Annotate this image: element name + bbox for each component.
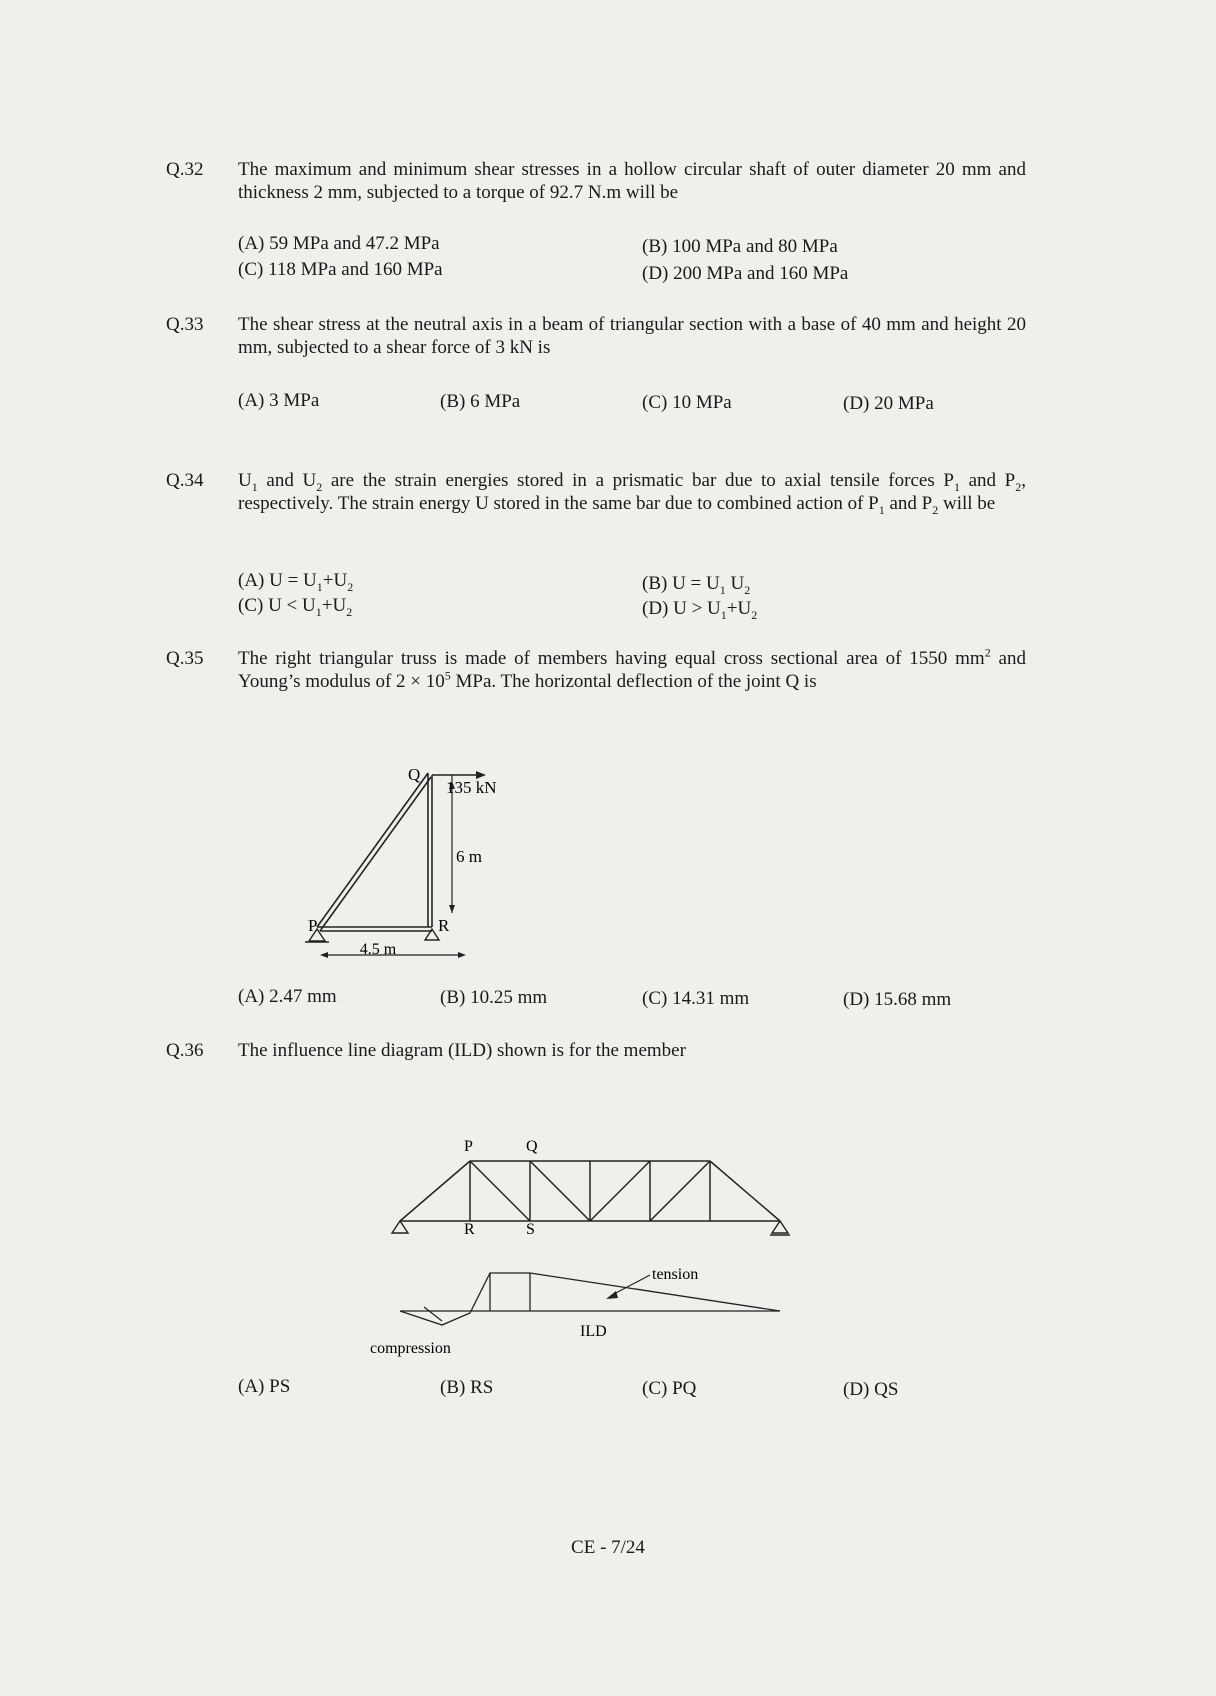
load-label: 135 kN — [446, 778, 497, 797]
option-b[interactable]: (B) RS — [440, 1377, 494, 1398]
diagonal-3 — [590, 1161, 650, 1221]
compression-pointer — [424, 1307, 442, 1321]
end-diagonal-right — [710, 1161, 780, 1221]
span-label: 4.5 m — [359, 941, 397, 958]
height-label: 6 m — [456, 847, 482, 866]
tension-pointer — [612, 1275, 650, 1295]
question-number: Q.33 — [166, 314, 204, 335]
diagonal-4 — [650, 1161, 710, 1221]
option-b[interactable]: (B) 10.25 mm — [440, 987, 548, 1008]
question-text: The shear stress at the neutral axis in a beam of triangular section with a base of 40 mm and height 20 mm, subjected to a shear force of 3 kN is — [238, 314, 1026, 358]
option-a[interactable]: (A) 2.47 mm — [238, 986, 337, 1007]
option-a[interactable]: (A) PS — [238, 1376, 291, 1397]
option-a[interactable]: (A) 59 MPa and 47.2 MPa — [238, 233, 440, 254]
end-diagonal-left — [400, 1161, 470, 1221]
pointer-arrowhead-icon — [606, 1291, 618, 1299]
option-b[interactable]: (B) $U = U_1$ $U_2$ — [642, 573, 751, 597]
joint-s-label: S — [526, 1221, 535, 1238]
member-pq — [317, 773, 428, 927]
question-number: Q.32 — [166, 159, 204, 180]
compression-label: compression — [370, 1340, 451, 1357]
question-number: Q.34 — [166, 470, 204, 491]
joint-q-label: Q — [408, 765, 421, 784]
tension-label: tension — [652, 1266, 699, 1283]
option-b[interactable]: (B) 100 MPa and 80 MPa — [642, 236, 838, 257]
option-c[interactable]: (C) 10 MPa — [642, 392, 732, 413]
option-c[interactable]: (C) 14.31 mm — [642, 988, 750, 1009]
option-d[interactable]: (D) 15.68 mm — [843, 989, 952, 1010]
option-d[interactable]: (D) 20 MPa — [843, 393, 934, 414]
question-number: Q.36 — [166, 1040, 204, 1061]
option-c[interactable]: (C) 118 MPa and 160 MPa — [238, 259, 443, 280]
ild-figure — [370, 1133, 800, 1363]
diagonal-2 — [530, 1161, 590, 1221]
option-a[interactable]: (A) $U = U_1+U_2$ — [238, 570, 354, 594]
dimension-arrowhead-icon — [458, 952, 466, 958]
roller-support-icon — [772, 1221, 788, 1233]
joint-p-label: P — [308, 916, 318, 935]
page-footer: CE - 7/24 — [571, 1537, 645, 1558]
option-a[interactable]: (A) 3 MPa — [238, 390, 320, 411]
joint-r-label: R — [464, 1221, 475, 1238]
question-text: The right triangular truss is made of members having equal cross sectional area of 1550 $mm^2$ and Young’s modulus of $2 \times 10^5$ MPa. The horizontal deflection of the joint Q is — [238, 645, 1026, 692]
joint-p-label: P — [464, 1138, 473, 1155]
dimension-arrowhead-icon — [449, 905, 455, 913]
option-c[interactable]: (C) PQ — [642, 1378, 697, 1399]
ild-left-branch — [400, 1273, 530, 1325]
joint-q-label: Q — [526, 1138, 538, 1155]
option-d[interactable]: (D) QS — [843, 1379, 899, 1400]
truss-figure — [300, 755, 500, 965]
question-text: The influence line diagram (ILD) shown is for the member — [238, 1040, 686, 1061]
ild-label: ILD — [580, 1323, 607, 1340]
dimension-arrowhead-icon — [320, 952, 328, 958]
joint-r-label: R — [438, 916, 450, 935]
option-d[interactable]: (D) $U > U_1+U_2$ — [642, 598, 758, 622]
question-text: $U_1$ and $U_2$ are the strain energies stored in a prismatic bar due to axial tensile forces $P_1$ and $P_2$, respectively. The strain energy U stored in the same bar due to combined action of $P_1$ and $P_2$ will be — [238, 470, 1026, 517]
question-number: Q.35 — [166, 648, 204, 669]
option-b[interactable]: (B) 6 MPa — [440, 391, 521, 412]
option-d[interactable]: (D) 200 MPa and 160 MPa — [642, 263, 849, 284]
question-text: The maximum and minimum shear stresses in a hollow circular shaft of outer diameter 20 mm and thickness 2 mm, subjected to a torque of 92.7 N.m will be — [238, 159, 1026, 203]
diagonal-ps — [470, 1161, 530, 1221]
hinge-support-icon — [392, 1221, 408, 1233]
option-c[interactable]: (C) $U < U_1+U_2$ — [238, 595, 353, 619]
member-pq-edge — [320, 777, 431, 931]
